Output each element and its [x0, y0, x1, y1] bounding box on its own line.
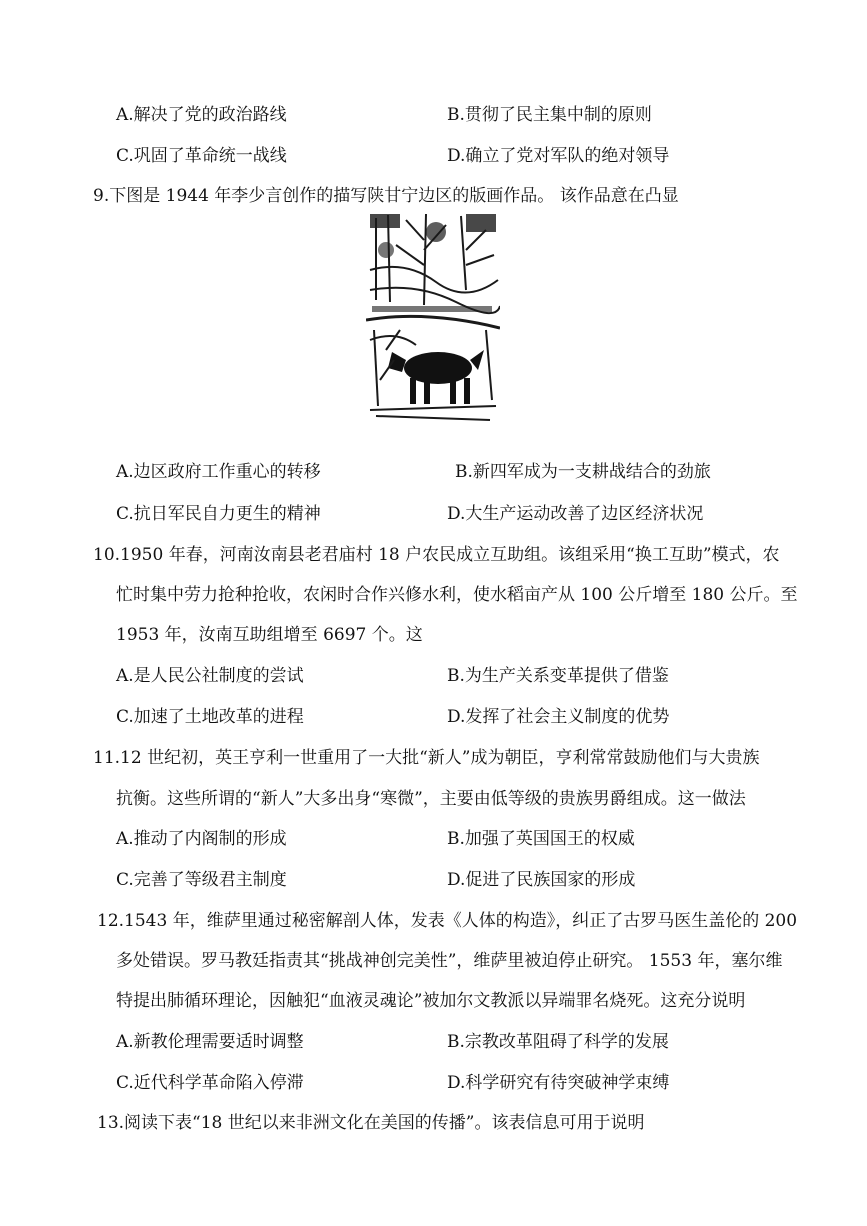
q12-stem-line3: 特提出肺循环理论，因触犯“血液灵魂论”被加尔文教派以异端罪名烧死。这充分说明 [116, 991, 746, 1011]
q8-option-d: D.确立了党对军队的绝对领导 [447, 146, 670, 166]
woodcut-print-image [366, 210, 500, 424]
q9-option-c: C.抗日军民自力更生的精神 [116, 504, 321, 524]
q12-option-d: D.科学研究有待突破神学束缚 [447, 1073, 670, 1093]
q9-option-d: D.大生产运动改善了边区经济状况 [447, 504, 704, 524]
q11-option-b: B.加强了英国国王的权威 [447, 829, 635, 849]
q10-stem-line3: 1953 年，汝南互助组增至 6697 个。这 [116, 625, 423, 645]
q11-option-d: D.促进了民族国家的形成 [447, 870, 636, 890]
q10-stem-line1: 10.1950 年春，河南汝南县老君庙村 18 户农民成立互助组。该组采用“换工互助”模式，农 [93, 545, 780, 565]
q10-option-c: C.加速了土地改革的进程 [116, 707, 304, 727]
q11-stem-line1: 11.12 世纪初，英王亨利一世重用了一大批“新人”成为朝臣，亨利常常鼓励他们与大贵族 [93, 748, 760, 768]
q9-stem: 9.下图是 1944 年李少言创作的描写陕甘宁边区的版画作品。 该作品意在凸显 [93, 186, 679, 206]
q12-option-a: A.新教伦理需要适时调整 [116, 1032, 304, 1052]
q10-option-d: D.发挥了社会主义制度的优势 [447, 707, 670, 727]
q13-stem: 13.阅读下表“18 世纪以来非洲文化在美国的传播”。该表信息可用于说明 [97, 1113, 645, 1133]
q10-option-b: B.为生产关系变革提供了借鉴 [447, 666, 669, 686]
q9-option-b: B.新四军成为一支耕战结合的劲旅 [455, 462, 711, 482]
q12-stem-line1: 12.1543 年，维萨里通过秘密解剖人体，发表《人体的构造》，纠正了古罗马医生盖伦的 200 [97, 911, 798, 931]
q9-option-a: A.边区政府工作重心的转移 [116, 462, 321, 482]
q11-option-a: A.推动了内阁制的形成 [116, 829, 287, 849]
q12-stem-line2: 多处错误。罗马教廷指责其“挑战神创完美性”，维萨里被迫停止研究。 1553 年，塞尔维 [116, 951, 783, 971]
q8-option-a: A.解决了党的政治路线 [116, 105, 287, 125]
q8-option-c: C.巩固了革命统一战线 [116, 146, 287, 166]
q8-option-b: B.贯彻了民主集中制的原则 [447, 105, 652, 125]
q10-stem-line2: 忙时集中劳力抢种抢收，农闲时合作兴修水利，使水稻亩产从 100 公斤增至 180 公斤。至 [116, 585, 798, 605]
q11-stem-line2: 抗衡。这些所谓的“新人”大多出身“寒微”，主要由低等级的贵族男爵组成。这一做法 [116, 789, 746, 809]
q12-option-c: C.近代科学革命陷入停滞 [116, 1073, 304, 1093]
q10-option-a: A.是人民公社制度的尝试 [116, 666, 304, 686]
q11-option-c: C.完善了等级君主制度 [116, 870, 287, 890]
q12-option-b: B.宗教改革阻碍了科学的发展 [447, 1032, 669, 1052]
